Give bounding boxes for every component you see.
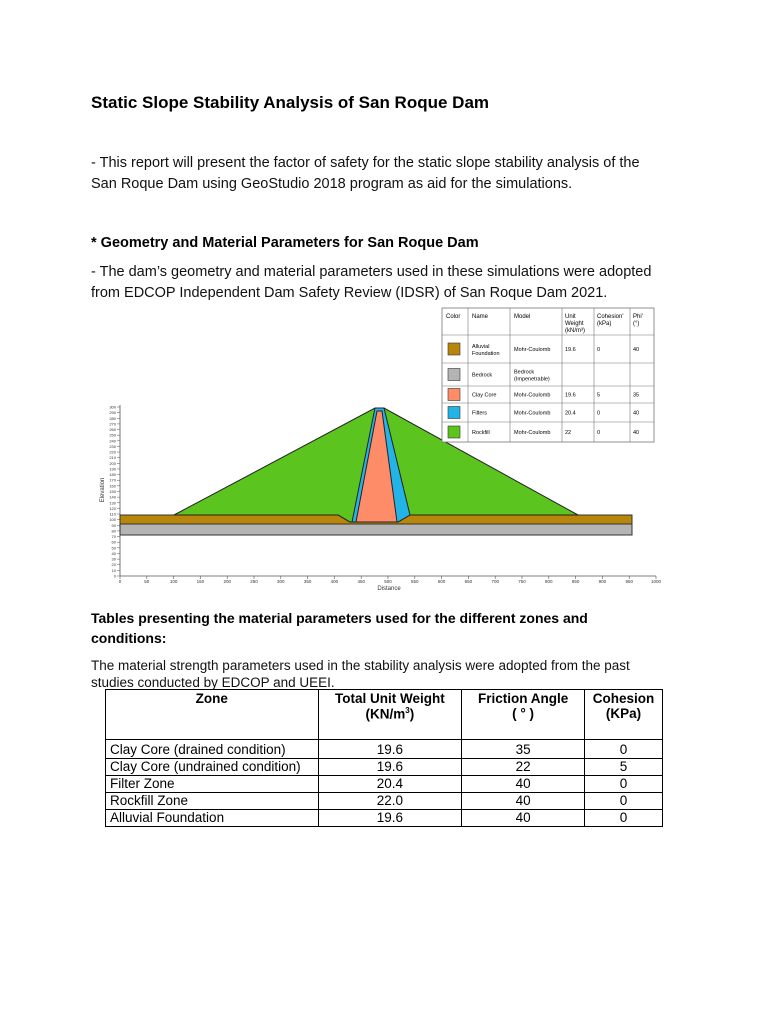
svg-text:(kPa): (kPa): [597, 321, 612, 327]
x-tick-label: 650: [464, 579, 473, 584]
legend-unit-weight: 20.4: [565, 410, 576, 417]
cell-zone: Clay Core (undrained condition): [106, 759, 319, 776]
y-tick-labels: [109, 405, 120, 579]
y-tick-label: 230: [109, 443, 116, 449]
legend-cohesion: 5: [597, 392, 601, 399]
material-parameters-table: [105, 689, 663, 827]
x-tick-label: 750: [518, 579, 526, 584]
y-tick-label: 250: [109, 432, 116, 438]
x-axis-label: Distance: [377, 586, 401, 592]
cell-zone: Alluvial Foundation: [106, 810, 319, 827]
cell-weight: 19.6: [318, 740, 462, 759]
legend-name: Foundation: [472, 351, 500, 357]
cell-friction: 35: [462, 740, 585, 759]
y-tick-label: 160: [109, 483, 116, 489]
cell-weight: 22.0: [318, 793, 462, 810]
legend-cohesion: 0: [597, 430, 601, 436]
legend-swatch: [448, 343, 460, 355]
x-tick-label: 550: [411, 579, 419, 584]
tables-note-line: studies conducted by EDCOP and UEEI.: [91, 675, 335, 690]
legend-phi: 40: [633, 347, 640, 353]
y-tick-label: 290: [109, 410, 116, 416]
section-paragraph: [91, 262, 651, 304]
y-tick-label: 130: [109, 500, 116, 506]
tables-note-line: The material strength parameters used in the stability analysis were adopted from the past: [91, 658, 630, 673]
y-tick-label: 200: [109, 460, 116, 466]
x-tick-label: 200: [223, 579, 231, 584]
legend-name: Filters: [472, 410, 487, 417]
x-tick-label: 900: [598, 579, 607, 584]
y-tick-label: 80: [111, 528, 116, 534]
svg-text:Phi': Phi': [633, 314, 643, 320]
legend-model: Mohr-Coulomb: [514, 410, 551, 417]
y-tick-label: 10: [111, 567, 116, 573]
x-tick-label: 100: [169, 579, 178, 584]
table-row: [106, 810, 663, 827]
legend-model: (Impenetrable): [514, 376, 550, 383]
legend-phi: 35: [633, 392, 640, 399]
legend-phi: 40: [633, 430, 640, 436]
y-tick-label: 30: [111, 556, 116, 562]
legend-header-color: Color: [446, 314, 461, 320]
y-tick-label: 70: [111, 534, 116, 540]
x-tick-label: 700: [491, 579, 499, 584]
legend-model: Bedrock: [514, 369, 535, 376]
header-cohesion: Cohesion (KPa): [585, 690, 663, 740]
legend-cohesion: 0: [597, 347, 601, 353]
svg-text:Unit: Unit: [565, 314, 576, 320]
cell-weight: 19.6: [318, 759, 462, 776]
y-tick-label: 280: [109, 415, 116, 421]
cell-cohesion: 0: [585, 793, 663, 810]
legend-phi: 40: [633, 410, 640, 417]
cell-weight: 20.4: [318, 776, 462, 793]
cell-zone: Clay Core (drained condition): [106, 740, 319, 759]
table-row: [106, 793, 663, 810]
cell-friction: 22: [462, 759, 585, 776]
svg-text:(kN/m³): (kN/m³): [565, 328, 585, 334]
legend-name: Clay Core: [472, 392, 497, 399]
cell-cohesion: 0: [585, 810, 663, 827]
y-tick-label: 300: [109, 404, 116, 410]
cell-friction: 40: [462, 793, 585, 810]
y-tick-label: 210: [109, 455, 116, 461]
x-tick-label: 0: [118, 579, 122, 584]
x-tick-label: 150: [196, 579, 205, 584]
x-tick-label: 400: [330, 579, 339, 584]
material-legend: [442, 308, 654, 442]
y-tick-label: 120: [109, 505, 116, 511]
y-tick-label: 180: [109, 472, 116, 478]
svg-text:Cohesion': Cohesion': [597, 314, 624, 320]
tables-heading: [91, 608, 588, 648]
cell-cohesion: 0: [585, 740, 663, 759]
tables-heading-line: Tables presenting the material parameters used for the different zones and: [91, 610, 588, 626]
y-tick-label: 170: [109, 477, 116, 483]
table-header-row: [106, 690, 663, 740]
legend-header-model: Model: [514, 314, 531, 320]
svg-text:Weight: Weight: [565, 321, 584, 327]
legend-name: Rockfill: [472, 430, 490, 436]
y-tick-label: 190: [109, 466, 116, 472]
x-tick-label: 600: [437, 579, 446, 584]
y-tick-label: 150: [109, 489, 116, 494]
intro-line: San Roque Dam using GeoStudio 2018 program as aid for the simulations.: [91, 176, 573, 192]
y-tick-label: 140: [109, 494, 116, 500]
cell-zone: Filter Zone: [106, 776, 319, 793]
table-row: [106, 776, 663, 793]
x-tick-label: 850: [571, 579, 580, 584]
tables-heading-line: conditions:: [91, 630, 167, 646]
x-tick-label: 350: [303, 579, 312, 584]
legend-unit-weight: 22: [565, 430, 572, 436]
legend-swatch: [448, 389, 460, 401]
tables-note: [91, 657, 630, 691]
y-tick-label: 220: [109, 449, 116, 455]
x-tick-label: 500: [384, 579, 392, 584]
y-tick-label: 240: [109, 438, 116, 444]
table-row: [106, 740, 663, 759]
x-tick-label: 950: [625, 579, 633, 584]
legend-cohesion: 0: [597, 410, 601, 417]
header-zone: Zone: [106, 690, 319, 740]
legend-unit-weight: 19.6: [565, 392, 576, 399]
y-axis-label: Elevation: [100, 477, 106, 503]
svg-text:(°): (°): [633, 321, 640, 327]
bedrock-layer: [120, 524, 632, 535]
legend-name: Alluvial: [472, 344, 490, 350]
x-tick-label: 250: [250, 579, 258, 584]
cell-friction: 40: [462, 810, 585, 827]
section-heading: * Geometry and Material Parameters for San Roque Dam: [91, 235, 479, 251]
x-tick-label: 300: [277, 579, 285, 584]
legend-unit-weight: 19.6: [565, 347, 576, 353]
y-tick-label: 50: [111, 545, 116, 551]
y-tick-label: 90: [111, 522, 116, 528]
page-title: Static Slope Stability Analysis of San Roque Dam: [91, 93, 490, 112]
y-tick-label: 260: [109, 427, 116, 433]
intro-paragraph: [91, 153, 640, 195]
cell-friction: 40: [462, 776, 585, 793]
y-tick-label: 110: [109, 511, 116, 517]
section-line: - The dam’s geometry and material parameters used in these simulations were adopted: [91, 264, 652, 280]
y-tick-label: 100: [109, 517, 116, 523]
x-tick-labels: [119, 576, 662, 584]
legend-header-name: Name: [472, 314, 489, 320]
legend-model: Mohr-Coulomb: [514, 347, 551, 353]
cell-weight: 19.6: [318, 810, 462, 827]
legend-name: Bedrock: [472, 372, 493, 379]
legend-model: Mohr-Coulomb: [514, 430, 551, 436]
cell-zone: Rockfill Zone: [106, 793, 319, 810]
table-row: [106, 759, 663, 776]
legend-swatch: [448, 369, 460, 381]
x-tick-label: 1000: [650, 579, 662, 584]
x-tick-label: 50: [144, 579, 150, 584]
dam-cross-section-figure: [92, 305, 664, 597]
header-total-unit-weight: Total Unit Weight $(KN/m^3)$: [318, 690, 462, 740]
y-tick-label: 40: [111, 550, 116, 556]
y-tick-label: 270: [109, 421, 116, 427]
cell-cohesion: 0: [585, 776, 663, 793]
header-friction-angle: Friction Angle ( ° ): [462, 690, 585, 740]
legend-swatch: [448, 426, 460, 438]
section-line: from EDCOP Independent Dam Safety Review (IDSR) of San Roque Dam 2021.: [91, 285, 608, 301]
x-tick-label: 800: [545, 579, 553, 584]
y-tick-label: 20: [111, 562, 116, 568]
x-tick-label: 450: [357, 579, 365, 584]
intro-line: - This report will present the factor of safety for the static slope stability analysis of the: [91, 155, 640, 171]
y-tick-label: 0: [113, 573, 116, 579]
legend-swatch: [448, 407, 460, 419]
legend-model: Mohr-Coulomb: [514, 392, 551, 399]
cell-cohesion: 5: [585, 759, 663, 776]
y-tick-label: 60: [111, 539, 116, 545]
